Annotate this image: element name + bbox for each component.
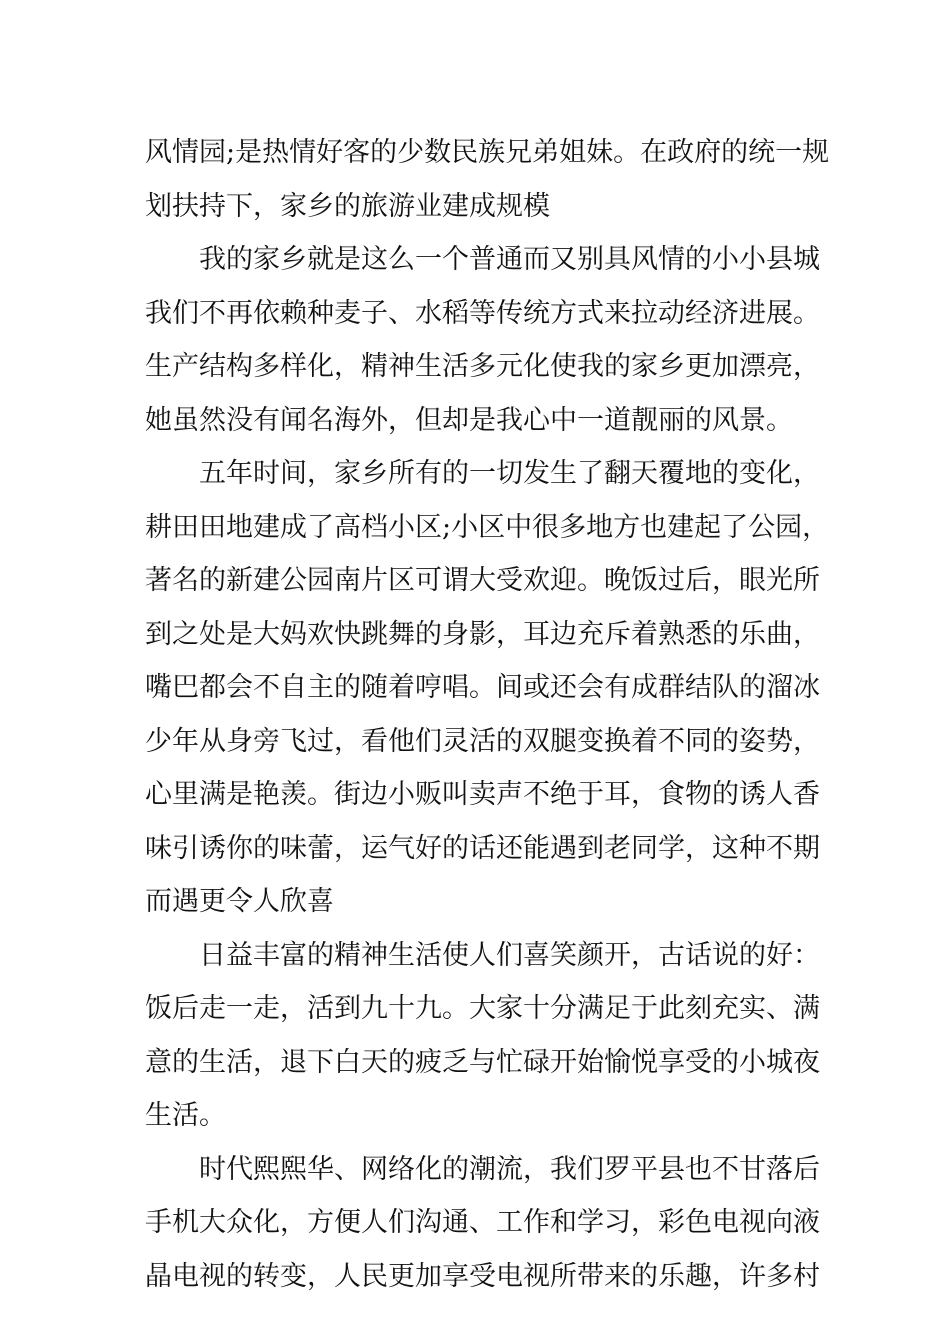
text-line: 饭后走一走，活到九十九。大家十分满足于此刻充实、满 xyxy=(145,993,820,1024)
text-line: 晶电视的转变，人民更加享受电视所带来的乐趣，许多村 xyxy=(145,1260,820,1292)
text-line: 心里满是艳羡。街边小贩叫卖声不绝于耳，食物的诱人香 xyxy=(145,779,820,810)
paragraph-start-line: 日益丰富的精神生活使人们喜笑颜开，古话说的好： xyxy=(199,939,820,971)
document-body xyxy=(145,126,830,1303)
text-line: 著名的新建公园南片区可谓大受欢迎。晚饭过后，眼光所 xyxy=(145,565,820,596)
text-line: 到之处是大妈欢快跳舞的身影，耳边充斥着熟悉的乐曲， xyxy=(145,618,820,650)
paragraph-start-line: 我的家乡就是这么一个普通而又别具风情的小小县城 xyxy=(199,244,820,275)
text-line: 我们不再依赖种麦子、水稻等传统方式来拉动经济进展。 xyxy=(145,297,820,329)
paragraph-start-line: 时代熙熙华、网络化的潮流，我们罗平县也不甘落后 xyxy=(199,1153,820,1185)
text-line: 她虽然没有闻名海外，但却是我心中一道靓丽的风景。 xyxy=(145,404,793,436)
text-line: 少年从身旁飞过，看他们灵活的双腿变换着不同的姿势， xyxy=(145,725,820,757)
text-line: 嘴巴都会不自主的随着哼唱。间或还会有成群结队的溜冰 xyxy=(145,672,820,703)
paragraph-start-line: 五年时间，家乡所有的一切发生了翻天覆地的变化， xyxy=(199,458,820,489)
text-line: 生产结构多样化，精神生活多元化使我的家乡更加漂亮， xyxy=(145,351,820,382)
text-line: 手机大众化，方便人们沟通、工作和学习，彩色电视向液 xyxy=(145,1207,820,1238)
text-line: 而遇更令人欣喜 xyxy=(145,886,334,917)
text-line: 生活。 xyxy=(145,1100,226,1131)
text-line: 味引诱你的味蕾，运气好的话还能遇到老同学，这种不期 xyxy=(145,832,820,864)
text-line: 风情园;是热情好客的少数民族兄弟姐妹。在政府的统一规 xyxy=(145,137,830,168)
text-line: 耕田田地建成了高档小区;小区中很多地方也建起了公园， xyxy=(145,511,830,543)
text-line: 意的生活，退下白天的疲乏与忙碌开始愉悦享受的小城夜 xyxy=(145,1046,820,1078)
text-line: 划扶持下，家乡的旅游业建成规模 xyxy=(145,190,550,222)
